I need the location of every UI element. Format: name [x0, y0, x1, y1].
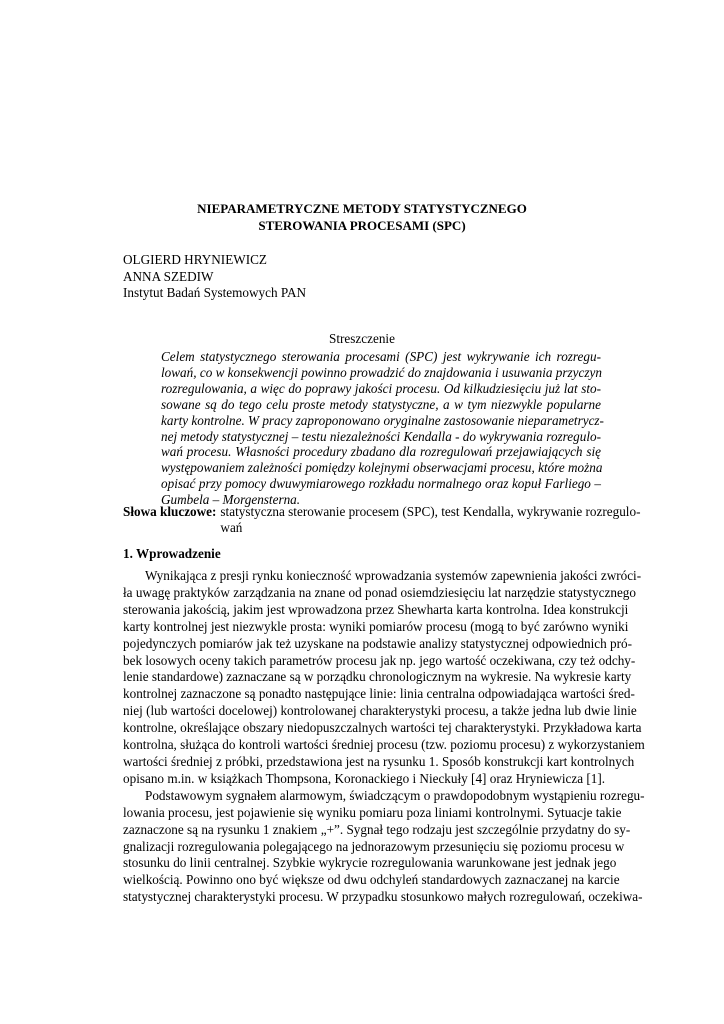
paragraph-line: niej (lub wartości docelowej) kontrolowanej charakterystyki procesu, a także jedna lub dwie linie — [123, 703, 637, 719]
abstract-line: nej metody statystycznej – testu niezależności Kendalla - do wykrywania rozregulo- — [161, 428, 601, 444]
paragraph-line: stosunku do linii centralnej. Szybkie wykrycie rozregulowania warunkowane jest jednak jego — [123, 855, 617, 871]
abstract-line: karty kontrolne. W pracy zaproponowano oryginalne zastosowanie nieparametrycz- — [161, 412, 604, 428]
paragraph — [123, 787, 645, 906]
paragraph-line: gnalizacji rozregulowania polegającego na jednorazowym przesunięciu się poziomu procesu w — [123, 838, 625, 854]
paragraph-line: kontrolne, określające obszary niedopuszczalnych wartości tej charakterystyki. Przykładowa karta — [123, 720, 642, 736]
paragraph-line: wielkością. Powinno ono być większe od dwu odchyleń standardowych zaznaczanej na karcie — [123, 872, 620, 888]
keywords-block — [123, 504, 641, 536]
abstract-line: Gumbela – Morgensterna. — [161, 492, 301, 508]
abstract-line: lowań, co w konsekwencji powinno prowadzić do znajdowania i usuwania przyczyn — [161, 364, 602, 380]
keywords-line: wań — [220, 520, 243, 535]
abstract-line: opisać przy pomocy dwuwymiarowego rozkładu normalnego oraz kopuł Farliego – — [161, 476, 601, 492]
abstract-line: występowaniem zależności pomiędzy kolejnymi obserwacjami procesu, które można — [161, 460, 603, 476]
abstract-line: wań procesu. Własności procedury zbadano dla rozregulowań przejawiających się — [161, 444, 601, 460]
paragraph-line: wartości średniej z próbki, przedstawiona jest na rysunku 1. Sposób konstrukcji kart kontrolnych — [123, 753, 635, 769]
paragraph-line: lenie standardowe) zaznaczane są w porządku chronologicznym na wykresie. Na wykresie karty — [123, 669, 632, 685]
keywords-label: Słowa kluczowe: — [123, 504, 217, 519]
paper-title-line-2: STEROWANIA PROCESAMI (SPC) — [258, 217, 466, 233]
author-name: OLGIERD HRYNIEWICZ — [123, 252, 267, 267]
paragraph-line: kontrolnej zaznaczone są ponadto następujące linie: linia centralna odpowiadająca wartości śred- — [123, 686, 635, 702]
author-block — [123, 252, 306, 302]
keywords-text — [220, 504, 640, 536]
paragraph-line: lowania procesu, jest pojawienie się wyniku pomiaru poza liniami kontrolnymi. Sytuacje takie — [123, 804, 622, 820]
keywords-line: statystyczna sterowanie procesem (SPC), test Kendalla, wykrywanie rozregulo- — [220, 504, 641, 519]
author-affiliation: Instytut Badań Systemowych PAN — [123, 285, 307, 300]
author-name: ANNA SZEDIW — [123, 268, 214, 284]
abstract-line: sowane są do tego celu proste metody statystyczne, a w tym niezwykle popularne — [161, 396, 601, 412]
abstract-line: rozregulowania, a więc do poprawy jakości procesu. Od kilkudziesięciu już lat sto- — [161, 380, 601, 396]
paragraph-line: statystycznej charakterystyki procesu. W przypadku stosunkowo małych rozregulowań, oczekiwa- — [123, 889, 643, 905]
paragraph-line: opisano m.in. w książkach Thompsona, Koronackiego i Nieckuły [4] oraz Hryniewicza [1]. — [123, 770, 606, 786]
paragraph-line: sterowania jakością, jakim jest wprowadzona przez Shewharta karta kontrolna. Idea konstrukcji — [123, 601, 629, 617]
paragraph-line: kontrolna, służąca do kontroli wartości średniej procesu (tzw. poziomu procesu) z wykorzystaniem — [123, 737, 645, 753]
paper-title-line-1: NIEPARAMETRYCZNE METODY STATYSTYCZNEGO — [197, 201, 527, 216]
paragraph-line: karty kontrolnej jest niezwykle prosta: wyniki pomiarów procesu (mogą to być zarówno wyniki — [123, 618, 629, 634]
abstract-line: Celem statystycznego sterowania procesami (SPC) jest wykrywanie ich rozregu- — [161, 349, 601, 364]
paragraph-line: bek losowych oceny takich parametrów procesu jak np. jego wartość oczekiwana, czy też odchy- — [123, 652, 636, 668]
paragraph — [123, 568, 645, 788]
paragraph-line: pojedynczych pomiarów jak też uzyskane na podstawie analizy statystycznej odpowiednich pró- — [123, 635, 633, 651]
abstract-text — [161, 349, 604, 508]
paragraph-line: Wynikająca z presji rynku konieczność wprowadzania systemów zapewnienia jakości zwróci- — [145, 568, 642, 583]
paragraph-line: zaznaczone są na rysunku 1 znakiem „+”. Sygnał tego rodzaju jest szczególnie przydatny do sy- — [123, 821, 631, 837]
section-heading: 1. Wprowadzenie — [123, 546, 221, 561]
abstract-heading: Streszczenie — [329, 331, 395, 346]
paragraph-line: ła uwagę praktyków zarządzania na znane od ponad osiemdziesięciu lat narzędzie statystycznego — [123, 584, 636, 600]
paragraph-line: Podstawowym sygnałem alarmowym, świadczącym o prawdopodobnym wystąpieniu rozregu- — [145, 787, 645, 803]
section-body — [123, 568, 645, 906]
paper-title — [0, 201, 724, 234]
